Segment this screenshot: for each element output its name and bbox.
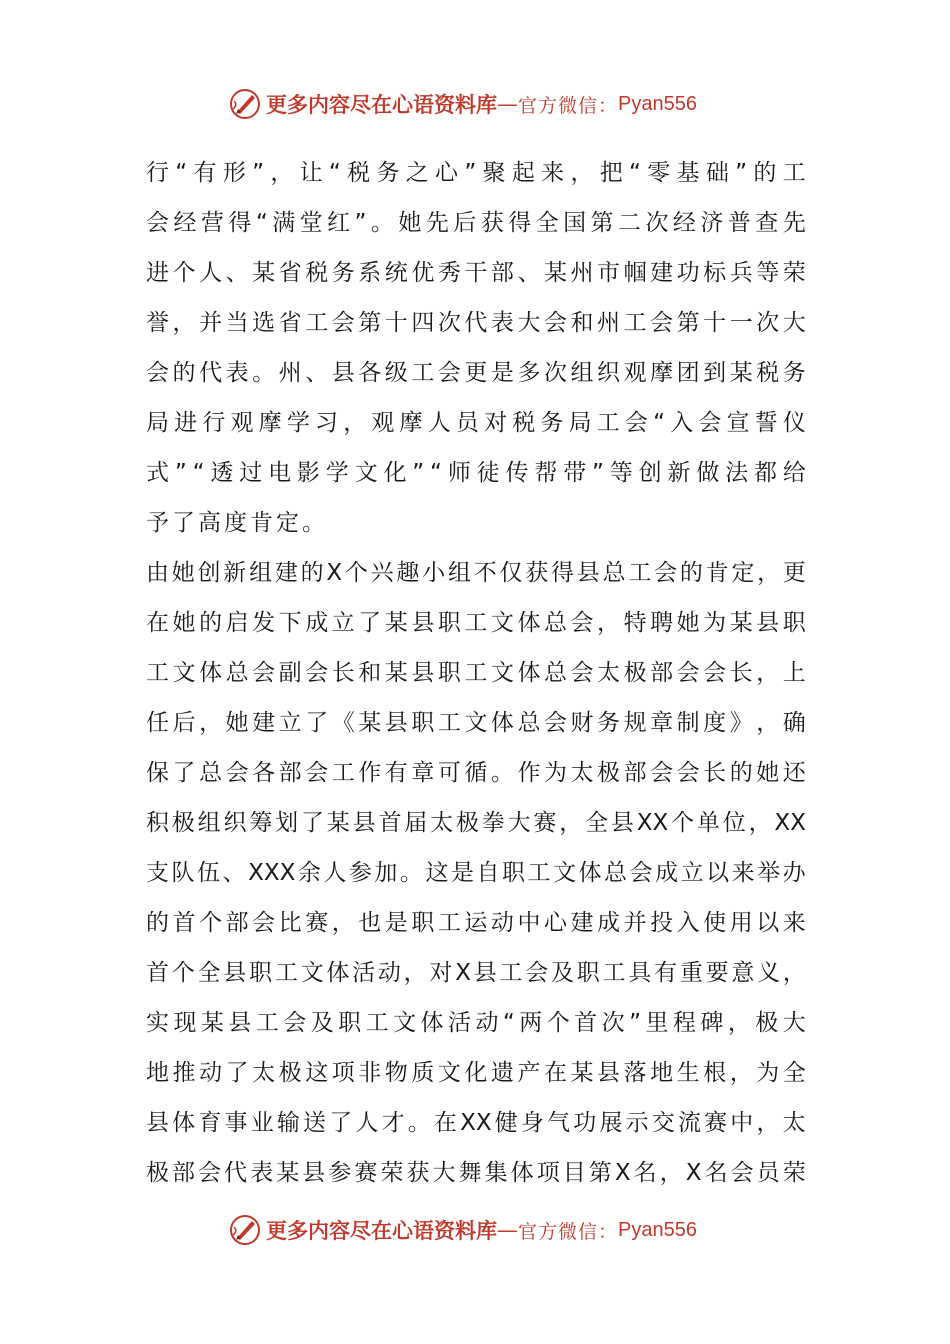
paragraph-1: [146, 148, 806, 548]
text-line: 县 体 育 事 业 输 送 了 人 才 。 在 XX 健 身 气 功 展 示 交 流 赛 中 ， 太: [146, 1110, 806, 1136]
text-line: 实 现 某 县 工 会 及 职 工 文 体 活 动 “ 两 个 首 次 ” 里 程 碑 ， 极 大: [146, 1010, 806, 1036]
text-line: 工 文 体 总 会 副 会 长 和 某 县 职 工 文 体 总 会 太 极 部 会 会 长 ， 上: [146, 660, 806, 686]
text-line: 会 的 代 表 。 州 、 县 各 级 工 会 更 是 多 次 组 织 观 摩 团 到 某 税 务: [146, 360, 806, 386]
footer-wechat-label: 官方微信：: [518, 1220, 619, 1243]
text-line: 支 队 伍 、 XXX 余 人 参 加 。 这 是 自 职 工 文 体 总 会 成 立 以 来 举 办: [146, 860, 806, 886]
text-line: 会 经 营 得 “ 满 堂 红 ” 。 她 先 后 获 得 全 国 第 二 次 经 济 普 查 先: [146, 210, 806, 236]
header-banner: [228, 86, 697, 122]
footer-dash: —: [497, 1218, 518, 1242]
document-body: [146, 148, 806, 1198]
header-wechat-id: Pyan556: [618, 92, 697, 115]
footer-banner: [228, 1212, 697, 1248]
text-line: 予了高度肯定。: [146, 510, 328, 536]
text-line: 首 个 全 县 职 工 文 体 活 动 ， 对 X 县 工 会 及 职 工 具 有 重 要 意 义 ，: [146, 960, 806, 986]
text-line: 局 进 行 观 摩 学 习 ， 观 摩 人 员 对 税 务 局 工 会 “ 入 会 宣 誓 仪: [146, 410, 806, 436]
text-line: 行 “ 有 形 ” ， 让 “ 税 务 之 心 ” 聚 起 来 ， 把 “ 零 基 础 ” 的 工: [146, 160, 806, 186]
footer-brand-text: 更多内容尽在心语资料库: [266, 1218, 497, 1243]
text-line: 的 首 个 部 会 比 赛 ， 也 是 职 工 运 动 中 心 建 成 并 投 入 使 用 以 来: [146, 910, 806, 936]
header-brand-text: 更多内容尽在心语资料库: [266, 92, 497, 117]
quill-pen-logo-icon: [228, 1213, 262, 1247]
header-dash: —: [497, 92, 518, 116]
text-line: 由 她 创 新 组 建 的 X 个 兴 趣 小 组 不 仅 获 得 县 总 工 会 的 肯 定 ， 更: [146, 560, 806, 586]
text-line: 任 后 ， 她 建 立 了 《 某 县 职 工 文 体 总 会 财 务 规 章 制 度 》 ， 确: [146, 710, 806, 736]
header-wechat-label: 官方微信：: [518, 94, 619, 117]
text-line: 式 ” “ 透 过 电 影 学 文 化 ” “ 师 徒 传 帮 带 ” 等 创 新 做 法 都 给: [146, 460, 806, 486]
text-line: 保 了 总 会 各 部 会 工 作 有 章 可 循 。 作 为 太 极 部 会 会 长 的 她 还: [146, 760, 806, 786]
text-line: 进 个 人 、 某 省 税 务 系 统 优 秀 干 部 、 某 州 市 帼 建 功 标 兵 等 荣: [146, 260, 806, 286]
text-line: 极 部 会 代 表 某 县 参 赛 荣 获 大 舞 集 体 项 目 第 X 名 ， X 名 会 员 荣: [146, 1160, 806, 1186]
quill-pen-logo-icon: [228, 87, 262, 121]
footer-wechat-id: Pyan556: [618, 1218, 697, 1241]
text-line: 地 推 动 了 太 极 这 项 非 物 质 文 化 遗 产 在 某 县 落 地 生 根 ， 为 全: [146, 1060, 806, 1086]
text-line: 积 极 组 织 筹 划 了 某 县 首 届 太 极 拳 大 赛 ， 全 县 XX 个 单 位 ， XX: [146, 810, 806, 836]
text-line: 誉 ， 并 当 选 省 工 会 第 十 四 次 代 表 大 会 和 州 工 会 第 十 一 次 大: [146, 310, 806, 336]
paragraph-2: [146, 548, 806, 1198]
text-line: 在 她 的 启 发 下 成 立 了 某 县 职 工 文 体 总 会 ， 特 聘 她 为 某 县 职: [146, 610, 806, 636]
